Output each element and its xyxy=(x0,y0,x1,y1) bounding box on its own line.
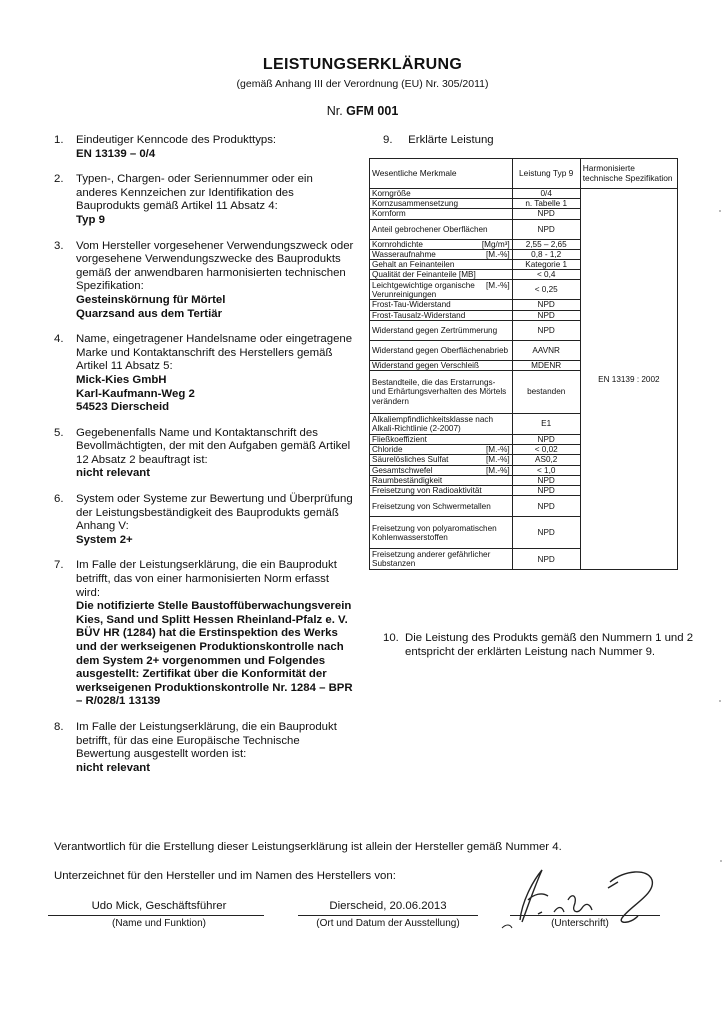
characteristic-cell xyxy=(370,209,513,219)
characteristic-label: Anteil gebrochener Oberflächen xyxy=(372,224,488,234)
performance-value-cell: < 0,25 xyxy=(512,280,580,300)
place-date: Dierscheid, 20.06.2013 xyxy=(329,900,447,912)
characteristic-cell xyxy=(370,455,513,465)
characteristic-label: Bestandteile, die das Erstarrungs- und Erhärtungsverhalten des Mörtels verändern xyxy=(372,378,507,406)
performance-value-cell: < 0,4 xyxy=(512,270,580,280)
characteristic-label: Leichtgewichtige organische Verunreinigungen xyxy=(372,280,475,299)
characteristic-cell xyxy=(370,414,513,435)
column-header-spezifikation: Harmonisierte technische Spezifikation xyxy=(580,159,677,189)
characteristic-cell xyxy=(370,360,513,370)
item-text: Vom Hersteller vorgesehener Verwendungszweck oder vorgesehene Verwendungszwecke des Bauprodukts gemäß der anwendbaren harmonisierten technischen Spezifikation: xyxy=(76,239,354,293)
item-value-line: Quarzsand aus dem Tertiär xyxy=(76,307,223,320)
performance-value-cell: AS0,2 xyxy=(512,455,580,465)
characteristic-label: Korngröße xyxy=(372,189,411,198)
scan-artifact xyxy=(719,700,721,702)
table-header-row xyxy=(370,159,678,189)
performance-value-cell: < 1,0 xyxy=(512,465,580,475)
characteristic-label: Raumbeständigkeit xyxy=(372,475,443,485)
characteristic-label: Freisetzung von Schwermetallen xyxy=(372,501,491,511)
performance-value-cell: AAVNR xyxy=(512,340,580,360)
document-subtitle: (gemäß Anhang III der Verordnung (EU) Nr. 305/2011) xyxy=(236,78,489,90)
performance-value-cell: NPD xyxy=(512,496,580,517)
item-number: 4. xyxy=(54,333,64,346)
performance-table xyxy=(369,158,678,570)
unit-label: [M.-%] xyxy=(486,465,510,475)
harmonised-standard-cell: EN 13139 : 2002 xyxy=(580,189,677,570)
characteristic-cell xyxy=(370,371,513,414)
item-text: Name, eingetragener Handelsname oder eingetragene Marke und Kontaktanschrift des Herstellers gemäß Artikel 11 Absatz 5: xyxy=(76,333,353,373)
item-number: 2. xyxy=(54,173,64,186)
characteristic-cell xyxy=(370,517,513,549)
characteristic-label: Widerstand gegen Oberflächenabrieb xyxy=(372,345,509,355)
manufacturer-street: Karl-Kaufmann-Weg 2 xyxy=(76,387,195,400)
characteristic-label: Freisetzung von polyaromatischen Kohlenwasserstoffen xyxy=(372,523,497,542)
manufacturer-name: Mick-Kies GmbH xyxy=(76,373,167,386)
item-4 xyxy=(54,333,354,415)
characteristic-label: Gehalt an Feinanteilen xyxy=(372,260,455,270)
section-9-title: Erklärte Leistung xyxy=(408,134,494,146)
performance-value-cell: NPD xyxy=(512,219,580,239)
item-8 xyxy=(54,721,354,775)
item-text: System oder Systeme zur Bewertung und Überprüfung der Leistungsbeständigkeit des Bauprodukts gemäß Anhang V: xyxy=(76,493,353,533)
characteristic-cell xyxy=(370,189,513,199)
performance-value-cell: 0/4 xyxy=(512,189,580,199)
item-text: Im Falle der Leistungserklärung, die ein Bauprodukt betrifft, das von einer harmonisierten Norm erfasst wird: xyxy=(76,559,337,599)
performance-value-cell: n. Tabelle 1 xyxy=(512,199,580,209)
characteristic-cell xyxy=(370,239,513,249)
item-text: Eindeutiger Kenncode des Produkttyps: xyxy=(76,134,277,146)
item-number: 7. xyxy=(54,559,64,572)
item-7 xyxy=(54,559,354,709)
characteristic-cell xyxy=(370,496,513,517)
signer-name: Udo Mick, Geschäftsführer xyxy=(91,900,227,912)
performance-value-cell: MDENR xyxy=(512,360,580,370)
signed-for-statement: Unterzeichnet für den Hersteller und im Namen des Herstellers von: xyxy=(54,870,396,882)
document-number-prefix: Nr. xyxy=(326,104,343,118)
characteristic-label: Fließkoeffizient xyxy=(372,435,427,445)
performance-value-cell: bestanden xyxy=(512,371,580,414)
unit-label: [M.-%] xyxy=(486,455,510,465)
characteristic-cell xyxy=(370,340,513,360)
unit-label: [M.-%] xyxy=(486,445,510,455)
characteristic-label: Qualität der Feinanteile [MB] xyxy=(372,270,476,280)
table-row xyxy=(370,189,678,199)
characteristic-label: Freisetzung von Radioaktivität xyxy=(372,486,482,496)
place-caption: (Ort und Datum der Ausstellung) xyxy=(316,918,460,929)
name-signature-line xyxy=(48,915,264,916)
characteristic-cell xyxy=(370,199,513,209)
item-number: 9. xyxy=(383,134,393,146)
performance-value-cell: NPD xyxy=(512,209,580,219)
performance-value-cell: NPD xyxy=(512,300,580,310)
item-number: 3. xyxy=(54,239,64,252)
characteristic-cell xyxy=(370,486,513,496)
item-value-line: Gesteinskörnung für Mörtel xyxy=(76,293,226,306)
characteristic-label: Gesamtschwefel xyxy=(372,465,433,475)
characteristic-cell xyxy=(370,435,513,445)
item-number: 1. xyxy=(54,134,64,146)
characteristic-label: Kornform xyxy=(372,209,406,219)
scan-artifact xyxy=(719,210,721,212)
characteristic-cell xyxy=(370,270,513,280)
item-2 xyxy=(54,173,354,227)
performance-value-cell: 2,55 – 2,65 xyxy=(512,239,580,249)
item-value: System 2+ xyxy=(76,533,133,546)
characteristic-label: Wasseraufnahme xyxy=(372,249,436,259)
characteristic-cell xyxy=(370,465,513,475)
item-value: nicht relevant xyxy=(76,761,151,774)
item-text: Gegebenenfalls Name und Kontaktanschrift des Bevollmächtigten, der mit den Aufgaben gemäß Artikel 12 Absatz 2 beauftragt ist: xyxy=(76,426,351,466)
column-header-leistung: Leistung Typ 9 xyxy=(512,159,580,189)
left-column xyxy=(54,134,354,787)
characteristic-cell xyxy=(370,320,513,340)
item-number: 6. xyxy=(54,493,64,506)
unit-label: [M.-%] xyxy=(486,280,510,290)
performance-value-cell: NPD xyxy=(512,486,580,496)
section-10-text: Die Leistung des Produkts gemäß den Nummern 1 und 2 entspricht der erklärten Leistung nach Nummer 9. xyxy=(405,632,694,658)
performance-value-cell: NPD xyxy=(512,517,580,549)
responsibility-statement: Verantwortlich für die Erstellung dieser Leistungserklärung ist allein der Hersteller gemäß Nummer 4. xyxy=(54,841,562,853)
section-9-heading xyxy=(383,134,494,146)
performance-value-cell: E1 xyxy=(512,414,580,435)
handwritten-signature xyxy=(498,862,668,932)
performance-value-cell: 0,8 - 1,2 xyxy=(512,249,580,259)
characteristic-label: Widerstand gegen Zertrümmerung xyxy=(372,325,498,335)
item-5 xyxy=(54,427,354,481)
characteristic-label: Kornrohdichte xyxy=(372,239,423,249)
document-title: LEISTUNGSERKLÄRUNG xyxy=(262,56,463,73)
performance-value-cell: NPD xyxy=(512,435,580,445)
characteristic-label: Säurelösliches Sulfat xyxy=(372,455,449,465)
characteristic-label: Widerstand gegen Verschleiß xyxy=(372,360,479,370)
item-6 xyxy=(54,493,354,547)
characteristic-cell xyxy=(370,280,513,300)
item-text: Im Falle der Leistungserklärung, die ein Bauprodukt betrifft, für das eine Europäische Technische Bewertung ausgestellt worden ist: xyxy=(76,720,337,761)
characteristic-label: Frost-Tau-Widerstand xyxy=(372,300,451,310)
item-value: EN 13139 – 0/4 xyxy=(76,147,156,160)
performance-value-cell: NPD xyxy=(512,475,580,485)
characteristic-label: Freisetzung anderer gefährlicher Substanzen xyxy=(372,550,491,569)
unit-label: [M.-%] xyxy=(486,249,510,259)
characteristic-cell xyxy=(370,475,513,485)
item-text: Typen-, Chargen- oder Seriennummer oder ein anderes Kennzeichen zur Identifikation des Bauprodukts gemäß Artikel 11 Absatz 4: xyxy=(76,173,313,213)
performance-value-cell: NPD xyxy=(512,549,580,570)
performance-value-cell: Kategorie 1 xyxy=(512,260,580,270)
unit-label: [Mg/m³] xyxy=(481,239,510,249)
signature-caption: (Unterschrift) xyxy=(551,918,609,929)
name-caption: (Name und Funktion) xyxy=(112,918,206,929)
performance-value-cell: < 0,02 xyxy=(512,445,580,455)
document-number-value: GFM 001 xyxy=(346,104,399,118)
characteristic-label: Frost-Tausalz-Widerstand xyxy=(372,310,466,320)
item-value: nicht relevant xyxy=(76,467,151,480)
document-number xyxy=(0,104,725,118)
section-10 xyxy=(383,632,705,659)
characteristic-cell xyxy=(370,249,513,259)
item-number: 8. xyxy=(54,720,64,733)
characteristic-cell xyxy=(370,300,513,310)
characteristic-cell xyxy=(370,445,513,455)
characteristic-label: Alkaliempfindlichkeitsklasse nach Alkali-Richtlinie (2-2007) xyxy=(372,414,494,434)
performance-value-cell: NPD xyxy=(512,320,580,340)
place-signature-line xyxy=(298,915,478,916)
scan-artifact xyxy=(720,860,722,862)
manufacturer-city: 54523 Dierscheid xyxy=(76,401,170,414)
characteristic-label: Kornzusammensetzung xyxy=(372,199,459,209)
characteristic-cell xyxy=(370,260,513,270)
performance-value-cell: NPD xyxy=(512,310,580,320)
characteristic-cell xyxy=(370,549,513,570)
characteristic-cell xyxy=(370,310,513,320)
column-header-merkmale: Wesentliche Merkmale xyxy=(370,159,513,189)
item-number: 5. xyxy=(54,426,64,439)
item-1 xyxy=(54,134,354,161)
item-value: Typ 9 xyxy=(76,213,105,226)
item-value: Die notifizierte Stelle Baustoffüberwachungsverein Kies, Sand und Splitt Hessen Rheinland-Pfalz e. V. BÜV HR (1284) hat die Erstinspektion des Werks und der werkseigenen Produktionskontrolle nach dem System 2+ vorgenommen und Folgendes ausgestellt: Zertifikat über die Konformität der werkseigenen Produktionskontrolle Nr. 1284 – BPR – R/028/1 13139 xyxy=(76,600,353,708)
characteristic-cell xyxy=(370,219,513,239)
item-number: 10. xyxy=(383,632,399,644)
item-3 xyxy=(54,240,354,322)
characteristic-label: Chloride xyxy=(372,445,403,455)
